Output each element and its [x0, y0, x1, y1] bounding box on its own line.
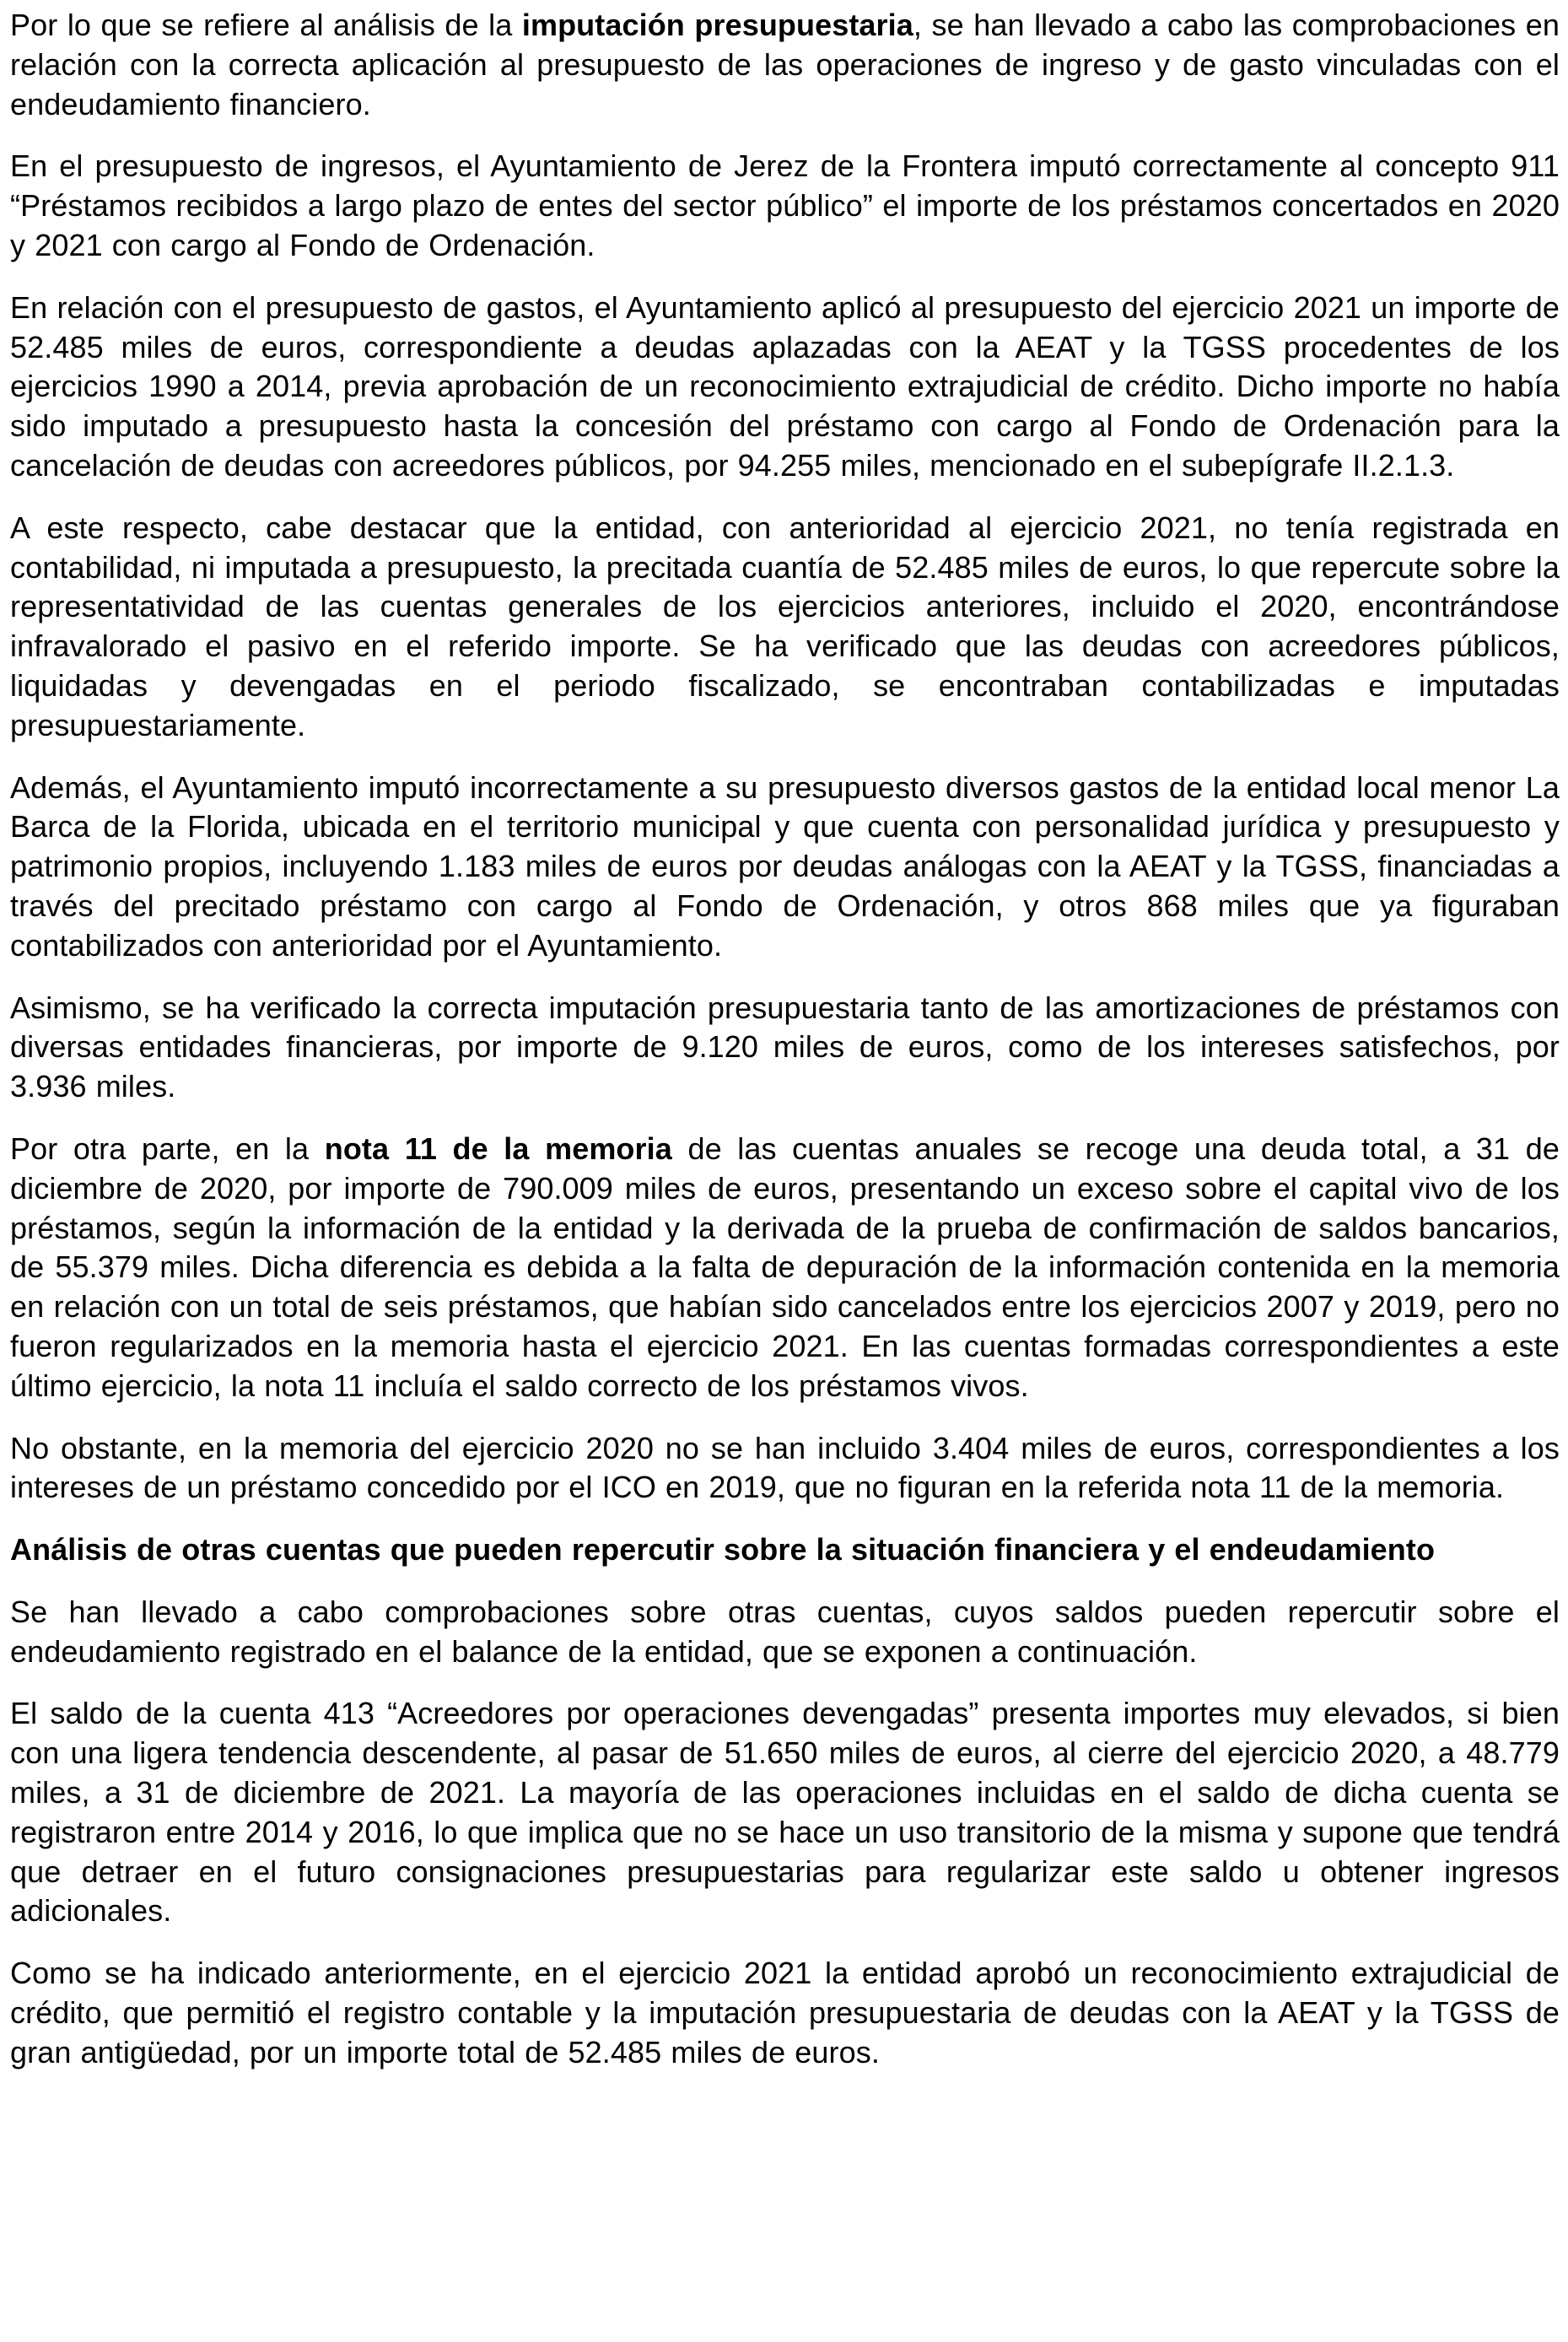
text-run: En relación con el presupuesto de gastos, el Ayuntamiento aplicó al presupuesto del ejercicio 2021 un importe de 52.485 miles de euros, correspondiente a deudas aplazadas con la AEAT y la TGSS procedentes de los ejercicios 1990 a 2014, previa aprobación de un reconocimiento extrajudicial de crédito. Dicho importe no había sido imputado a presupuesto hasta la concesión del préstamo con cargo al Fondo de Ordenación para la cancelación de deudas con acreedores públicos, por 94.255 miles, mencionado en el subepígrafe II.2.1.3.	[10, 289, 1560, 483]
text-run: , se han llevado a cabo las comprobaciones en relación con la correcta aplicación al presupuesto de las operaciones de ingreso y de gasto vinculadas con el endeudamiento financiero.	[10, 8, 1560, 121]
paragraph	[10, 289, 1560, 486]
paragraph	[10, 147, 1560, 265]
text-run-bold: Análisis de otras cuentas que pueden repercutir sobre la situación financiera y el endeudamiento	[10, 1532, 1436, 1568]
text-run-bold: imputación presupuestaria	[521, 8, 913, 42]
text-run: A este respecto, cabe destacar que la entidad, con anterioridad al ejercicio 2021, no tenía registrada en contabilidad, ni imputada a presupuesto, la precitada cuantía de 52.485 miles de euros, lo que repercute sobre la representatividad de las cuentas generales de los ejercicios anteriores, incluido el 2020, encontrándose infravalorado el pasivo en el referido importe. Se ha verificado que las deudas con acreedores públicos, liquidadas y devengadas en el periodo fiscalizado, se encontraban contabilizadas e imputadas presupuestariamente.	[10, 510, 1560, 742]
paragraph	[10, 1130, 1560, 1406]
section-heading	[10, 1530, 1560, 1570]
text-run: El saldo de la cuenta 413 “Acreedores por operaciones devengadas” presenta importes muy elevados, si bien con una ligera tendencia descendente, al pasar de 51.650 miles de euros, al cierre del ejercicio 2020, a 48.779 miles, a 31 de diciembre de 2021. La mayoría de las operaciones incluidas en el saldo de dicha cuenta se registraron entre 2014 y 2016, lo que implica que no se hace un uso transitorio de la misma y supone que tendrá que detraer en el futuro consignaciones presupuestarias para regularizar este saldo u obtener ingresos adicionales.	[10, 1696, 1560, 1929]
text-run: de las cuentas anuales se recoge una deuda total, a 31 de diciembre de 2020, por importe de 790.009 miles de euros, presentando un exceso sobre el capital vivo de los préstamos, según la información de la entidad y la derivada de la prueba de confirmación de saldos bancarios, de 55.379 miles. Dicha diferencia es debida a la falta de depuración de la información contenida en la memoria en relación con un total de seis préstamos, que habían sido cancelados entre los ejercicios 2007 y 2019, pero no fueron regularizados en la memoria hasta el ejercicio 2021. En las cuentas formadas correspondientes a este último ejercicio, la nota 11 incluía el saldo correcto de los préstamos vivos.	[10, 1131, 1560, 1403]
text-run: No obstante, en la memoria del ejercicio 2020 no se han incluido 3.404 miles de euros, correspondientes a los intereses de un préstamo concedido por el ICO en 2019, que no figuran en la referida nota 11 de la memoria.	[10, 1430, 1560, 1505]
paragraph	[10, 1694, 1560, 1931]
paragraph	[10, 6, 1560, 124]
text-run: Se han llevado a cabo comprobaciones sobre otras cuentas, cuyos saldos pueden repercutir sobre el endeudamiento registrado en el balance de la entidad, que se exponen a continuación.	[10, 1594, 1560, 1669]
text-run: Asimismo, se ha verificado la correcta imputación presupuestaria tanto de las amortizaciones de préstamos con diversas entidades financieras, por importe de 9.120 miles de euros, como de los intereses satisfechos, por 3.936 miles.	[10, 990, 1560, 1104]
paragraph	[10, 1593, 1560, 1672]
paragraph	[10, 1954, 1560, 2072]
text-run: Además, el Ayuntamiento imputó incorrectamente a su presupuesto diversos gastos de la entidad local menor La Barca de la Florida, ubicada en el territorio municipal y que cuenta con personalidad jurídica y presupuesto y patrimonio propios, incluyendo 1.183 miles de euros por deudas análogas con la AEAT y la TGSS, financiadas a través del precitado préstamo con cargo al Fondo de Ordenación, y otros 868 miles que ya figuraban contabilizados con anterioridad por el Ayuntamiento.	[10, 769, 1560, 963]
paragraph	[10, 989, 1560, 1107]
text-run: Por otra parte, en la	[10, 1131, 325, 1166]
text-run: Por lo que se refiere al análisis de la	[10, 8, 522, 42]
paragraph	[10, 509, 1560, 746]
paragraph	[10, 769, 1560, 966]
text-run-bold: nota 11 de la memoria	[324, 1131, 672, 1166]
paragraph	[10, 1429, 1560, 1508]
text-run: En el presupuesto de ingresos, el Ayuntamiento de Jerez de la Frontera imputó correctamente al concepto 911 “Préstamos recibidos a largo plazo de entes del sector público” el importe de los préstamos concertados en 2020 y 2021 con cargo al Fondo de Ordenación.	[10, 148, 1560, 262]
text-run: Como se ha indicado anteriormente, en el ejercicio 2021 la entidad aprobó un reconocimiento extrajudicial de crédito, que permitió el registro contable y la imputación presupuestaria de deudas con la AEAT y la TGSS de gran antigüedad, por un importe total de 52.485 miles de euros.	[10, 1956, 1560, 2069]
